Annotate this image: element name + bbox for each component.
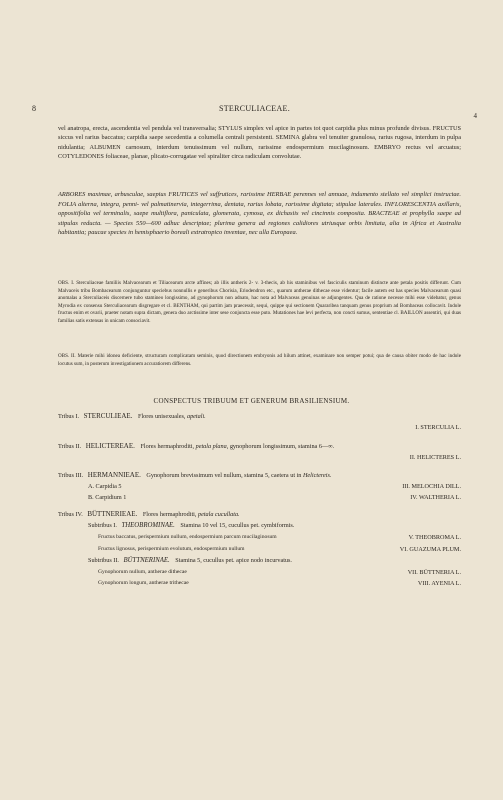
tribe-4-label: Tribus IV. bbox=[58, 511, 83, 518]
tribe-2-desc: Flores hermaphroditi, bbox=[140, 443, 195, 450]
genus-theobroma: V. THEOBROMA L. bbox=[408, 534, 461, 541]
subtribe-2-key-b: Gynophorum longum, antherae trithecae bbox=[98, 580, 189, 586]
subtribe-1-label: Subtribus I. bbox=[88, 522, 117, 529]
description-paragraph: vel anatropa, erecta, ascendentia vel pendula vel transversalia; STYLUS simplex vel apice in partes tot quot carpidia plus minus profunde divisus. FRUCTUS siccus vel rarius baccatus; carpidia saepe secedentia a columella centrali persistenti. SEMINA glabra vel tenuiter granulosa, rarius rugosa, interdum in pulpa nidulantia; ALBUMEN carnosum, interdum tenuissimum vel nullum, rarissime endospermium mucilaginosum. EMBRYO rectus vel arcuatus; COTYLEDONES foliaceae, planae, plicato-corrugatae vel spiraliter circa radiculam convolutae. bbox=[58, 125, 461, 160]
tribe-3-key-a: A. Carpidia 5 bbox=[88, 483, 122, 490]
habit-paragraph: ARBORES maximae, arbusculae, saepius FRUTICES vel suffrutices, rarissime HERBAE perennes vel annuae, indumento stellato vel simplici instructae. FOLIA alterna, integra, penni- vel palmatinervia, integerrima, dentata, rarius lobata, rarissime digitata; stipulae laterales. INFLORESCENTIA axillaris, oppositifolia vel terminalis, saepe multiflora, paniculata, glomerata, cymosa, ex dichasiis vel cincinnis composita. BRACTEAE et prophylla saepe ad stipulas reducta. — Species 550—600 adhuc descriptae; plurima genera ad regiones calidiores utriusque orbis limitata, alia in Africa et Australia habitantia; paucae species in hemisphaerio boreali extratropico inventae, nec ulla Europaea. bbox=[58, 191, 461, 237]
conspectus-title: CONSPECTUS TRIBUUM ET GENERUM BRASILIENSIUM. bbox=[153, 397, 350, 405]
subtribe-2-label: Subtribus II. bbox=[88, 557, 119, 564]
subtribe-1-key-a: Fructus baccatus, perispermium nullum, endospermium parcum mucilaginosum bbox=[98, 534, 277, 540]
subtribe-1-name: THEOBROMINAE. bbox=[121, 522, 175, 529]
subtribe-2-key-a: Gynophorum nullum, antherae dithecae bbox=[98, 569, 187, 575]
tribe-1-desc: Flores unisexuales, bbox=[138, 413, 186, 420]
subtribe-1-line bbox=[88, 522, 294, 529]
page-header bbox=[32, 104, 477, 120]
subtribe-1-key-b: Fructus lignosus, perispermium evolutum, endospermium nullum bbox=[98, 546, 245, 552]
tribe-1-name: STERCULIEAE. bbox=[83, 412, 133, 420]
tribe-1-label: Tribus I. bbox=[58, 413, 80, 420]
tribe-3-desc: Gynophorum brevissimum vel nullum, stamina 5, caetera ut in bbox=[146, 472, 302, 479]
subtribe-2-desc: Stamina 5, cucullus pet. apice nodo incurvatus. bbox=[175, 557, 292, 564]
genus-guazuma: VI. GUAZUMA PLUM. bbox=[399, 546, 461, 553]
tribe-3-line bbox=[58, 471, 331, 479]
tribe-3-name: HERMANNIEAE. bbox=[87, 471, 141, 479]
subtribe-2-name: BÜTTNERINAE. bbox=[123, 557, 170, 564]
subtribe-2-line bbox=[88, 557, 292, 564]
page-number-right: 4 bbox=[473, 112, 477, 120]
genus-melochia: III. MELOCHIA DILL. bbox=[402, 483, 461, 490]
tribe-2-label: Tribus II. bbox=[58, 443, 82, 450]
tribe-2-line bbox=[58, 442, 334, 450]
tribe-2-desc-2: gynophorum longissimum, stamina 6—∞. bbox=[229, 443, 335, 450]
tribe-1-line bbox=[58, 412, 206, 420]
genus-buttneria: VII. BÜTTNERIA L. bbox=[407, 569, 461, 576]
genus-sterculia: I. STERCULIA L. bbox=[415, 424, 461, 431]
tribe-4-desc-italic: petala cucullata. bbox=[198, 511, 240, 518]
page-number-left: 8 bbox=[32, 104, 36, 113]
tribe-4-name: BÜTTNERIEAE. bbox=[87, 510, 138, 518]
tribe-3-label: Tribus III. bbox=[58, 472, 84, 479]
tribe-4-line bbox=[58, 510, 240, 518]
tribe-2-name: HELICTEREAE. bbox=[85, 442, 135, 450]
genus-waltheria: IV. WALTHERIA L. bbox=[410, 494, 461, 501]
observation-2: OBS. II. Materie mihi idonea deficiente, structuram complicatam seminis, quod directionem embryonis ad hilum attinet, examinare non semper potui; qua de causa obiter modo de hac indole locutus sum, in posterum investigationem accuratiorem differens. bbox=[58, 353, 461, 367]
observation-1: OBS. I. Sterculiaceae familiis Malvacearum et Tiliacearum arcte affines; ab illis antheris 2- v. 3-thecis, ab his staminibus vel fasciculis staminum distincte ante petala positis differunt. Cum Malvaceis tribu Bombacearum conjunguntur speciebus nonnullis e generibus Chorisia, Eriodendron etc., quarum antherae dithecae esse videntur; facile autem est has species Malvacearum quasi anomalas a Sterculiaceis discernere tubo stamineo longissimo, ad gynophorum non adnato, hac nota ad Malvaceas genuinas se adjungentes. Qua de ratione necesse mihi esse videbatur, genus Myrodia ex consensu Sterculiacearum disgregare et cl. BENTHAM, qui partim jam praecessit, sequi, quippe qui sectionem Quararibea tanquam genus proprium ad Bombaceas collocavit. Indole fructus enim et ovarii, praeter notam supra dictam, genera duo arctissime inter sese conjuncta esse puto. Mutationes hae levi perfecta, non concti sumus, sententiae cl. BAILLON assentiri, qui duas familias satis extensas in unicam consociavit. bbox=[58, 280, 461, 324]
tribe-3-key-b: B. Carpidium 1 bbox=[88, 494, 127, 501]
tribe-4-desc: Flores hermaphroditi, bbox=[142, 511, 197, 518]
tribe-3-desc-italic: Helictereis. bbox=[302, 472, 332, 479]
tribe-2-desc-italic: petala plana, bbox=[195, 443, 229, 450]
running-title: STERCULIACEAE. bbox=[218, 104, 291, 113]
subtribe-1-desc: Stamina 10 vel 15, cucullus pet. cymbiformis. bbox=[180, 522, 295, 529]
genus-ayenia: VIII. AYENIA L. bbox=[417, 580, 461, 587]
genus-helicteres: II. HELICTERES L. bbox=[409, 454, 461, 461]
tribe-1-desc-italic: apetali. bbox=[186, 413, 206, 420]
